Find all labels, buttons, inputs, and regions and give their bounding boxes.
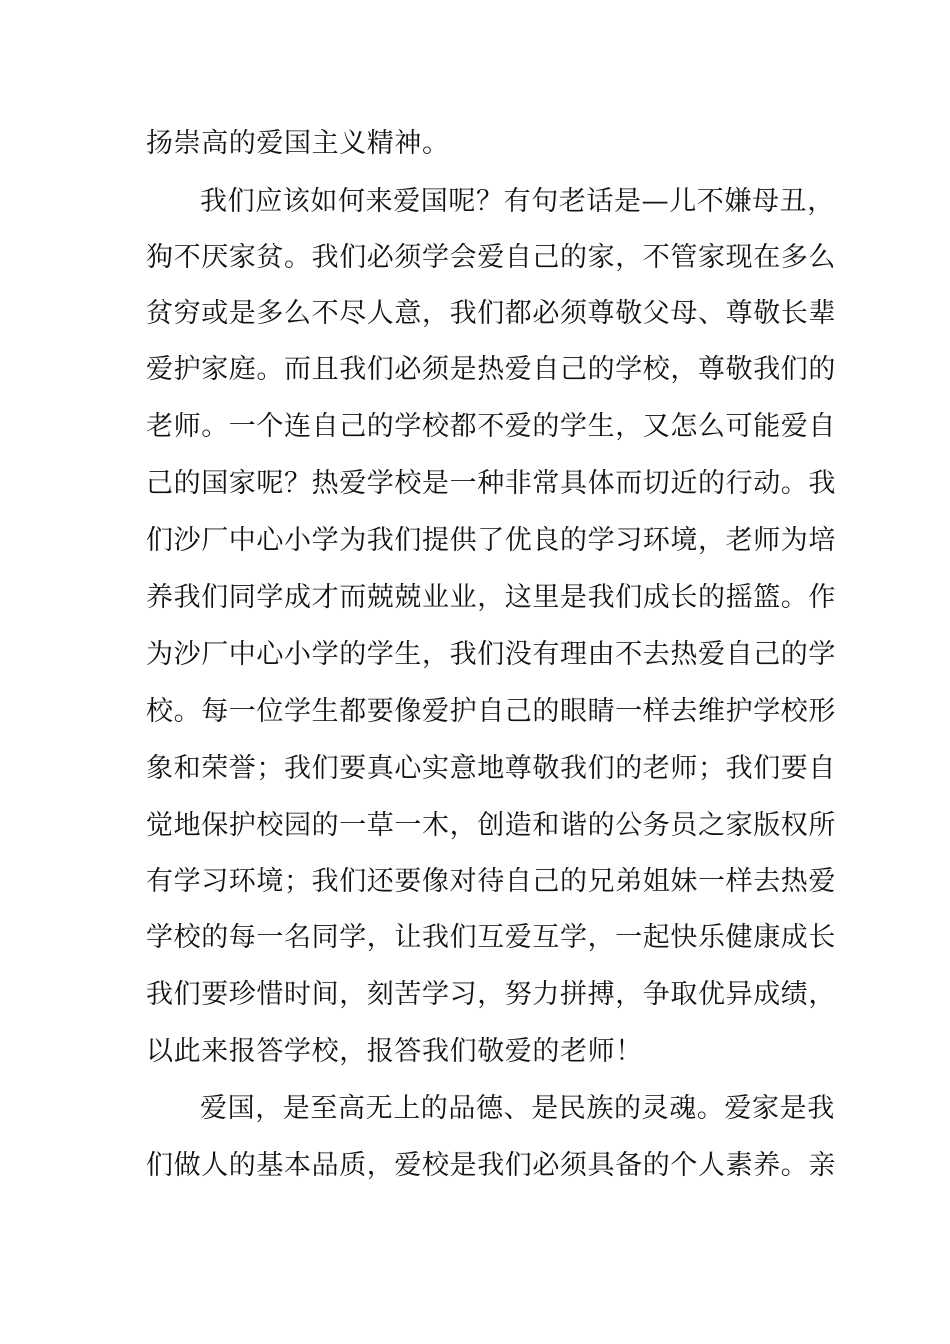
text-line: 们做人的基本品质，爱校是我们必须具备的个人素养。亲	[146, 1150, 836, 1181]
paragraph-first-line: 我们应该如何来爱国呢？有句老话是—儿不嫌母丑，	[200, 186, 835, 217]
text-line: 老师。一个连自己的学校都不爱的学生，又怎么可能爱自	[146, 411, 836, 442]
text-line: 象和荣誉；我们要真心实意地尊敬我们的老师；我们要自	[146, 753, 836, 784]
text-line: 校。每一位学生都要像爱护自己的眼睛一样去维护学校形	[146, 696, 836, 727]
text-line: 爱护家庭。而且我们必须是热爱自己的学校，尊敬我们的	[146, 354, 836, 385]
text-line: 以此来报答学校，报答我们敬爱的老师！	[146, 1036, 643, 1067]
paragraph-first-line: 爱国，是至高无上的品德、是民族的灵魂。爱家是我	[200, 1093, 835, 1124]
text-line: 狗不厌家贫。我们必须学会爱自己的家，不管家现在多么	[146, 242, 836, 273]
text-line: 贫穷或是多么不尽人意，我们都必须尊敬父母、尊敬长辈	[146, 298, 836, 329]
text-line: 养我们同学成才而兢兢业业，这里是我们成长的摇篮。作	[146, 582, 836, 613]
text-line: 己的国家呢？热爱学校是一种非常具体而切近的行动。我	[146, 468, 836, 499]
text-line: 们沙厂中心小学为我们提供了优良的学习环境，老师为培	[146, 525, 836, 556]
text-line: 觉地保护校园的一草一木，创造和谐的公务员之家版权所	[146, 810, 836, 841]
text-line: 有学习环境；我们还要像对待自己的兄弟姐妹一样去热爱	[146, 866, 836, 897]
text-line: 我们要珍惜时间，刻苦学习，努力拼搏，争取优异成绩，	[146, 979, 836, 1010]
text-line: 学校的每一名同学，让我们互爱互学，一起快乐健康成长	[146, 922, 836, 953]
text-line: 扬崇高的爱国主义精神。	[146, 128, 450, 159]
text-line: 为沙厂中心小学的学生，我们没有理由不去热爱自己的学	[146, 639, 836, 670]
